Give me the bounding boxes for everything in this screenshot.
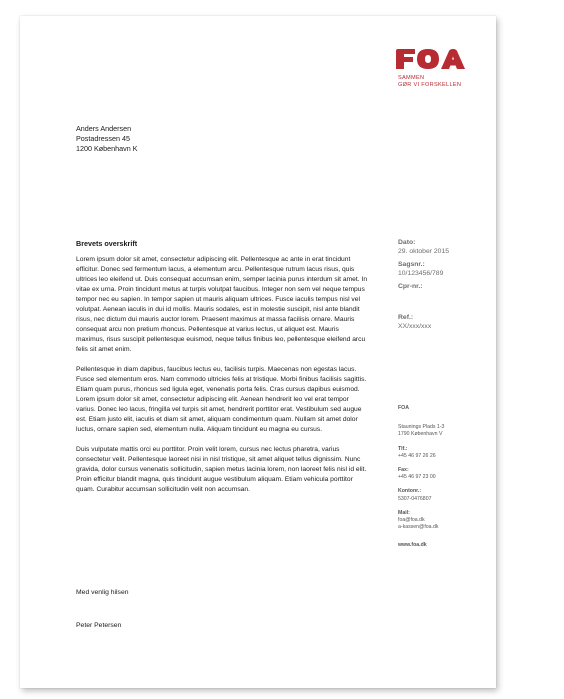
- ref-value: XX/xxx/xxx: [398, 323, 432, 330]
- fax-label: Fax:: [398, 467, 409, 474]
- letter-closing: Med venlig hilsen: [76, 589, 129, 596]
- tagline-line-2: GØR VI FORSKELLEN: [398, 82, 462, 88]
- contact-address: [398, 424, 444, 438]
- letter-signature: Peter Petersen: [76, 622, 122, 629]
- contact-phone: [398, 446, 444, 460]
- letter-paragraph: Lorem ipsum dolor sit amet, consectetur adipiscing elit. Pellentesque ac ante in erat tincidunt efficitur. Donec sed fermentum lacus, a elementum arcu. Pellentesque rutrum lacus risus, quis ultrices leo eleifend ut. Duis consequat accumsan enim, semper lacinia purus interdum sit amet. In vitae ex urna. Proin tincidunt metus at turpis volutpat faucibus. Integer non sem vel neque tempus tempor nec eu sapien. In tempor sapien ut mauris aliquam ultrices. Fusce iaculis tempus nisl vel volutpat. Aenean iaculis in dui id mollis. Mauris sodales, est in molestie suscipit, nisl ante blandit risus, nec dictum dui mauris auctor lorem. Praesent maximus at massa facilisis ornare. Mauris consequat arcu non pretium rhoncus. Pellentesque at varius lectus, ut aliquet est. Mauris maximus, risus suscipit pellentesque euismod, neque tellus finibus leo, pellentesque eleifend arcu felis sit amet enim.: [76, 256, 368, 353]
- phone-label: Tlf.:: [398, 445, 408, 452]
- letter-meta: [398, 238, 449, 335]
- mail-value-1: foa@foa.dk: [398, 517, 425, 524]
- mail-value-2: a-kassen@foa.dk: [398, 524, 439, 531]
- contact-city: 1790 København V: [398, 431, 443, 438]
- tagline: [398, 75, 461, 89]
- letter-page: [20, 16, 496, 688]
- contact-org: FOA: [398, 405, 409, 411]
- fax-value: +45 46 97 23 00: [398, 474, 436, 481]
- recipient-street: Postadressen 45: [76, 134, 130, 143]
- meta-ref: [398, 313, 449, 331]
- meta-case: [398, 260, 449, 278]
- contact-website: www.foa.dk: [398, 542, 427, 549]
- recipient-address: [76, 124, 138, 154]
- recipient-name: Anders Andersen: [76, 124, 132, 133]
- cpr-label: Cpr-nr.:: [398, 283, 423, 290]
- meta-cpr: [398, 282, 449, 291]
- phone-value: +45 46 97 26 26: [398, 452, 436, 459]
- contact-fax: [398, 467, 444, 481]
- contact-account: [398, 488, 444, 502]
- sender-contact: [398, 405, 444, 550]
- letter-body: [76, 239, 368, 505]
- letter-paragraph: Pellentesque in diam dapibus, faucibus lectus eu, facilisis turpis. Maecenas non egestas lacus. Fusce sed elementum eros. Nam commodo ultricies felis at tristique. Morbi finibus facilisis sagittis. Etiam quam purus, rhoncus sed ligula eget, venenatis porta felis. Cras cursus dapibus euismod. Lorem ipsum dolor sit amet, consectetur adipiscing elit. Aenean hendrerit leo vel erat tempor varius. Donec leo lacus, fringilla vel turpis sit amet, hendrerit porttitor erat. Vestibulum sed augue est. Etiam justo elit, iaculis et diam sit amet, aliquam condimentum quam. Nullam sit amet dolor luctus, ornare sapien sed, elementum nulla. Aliquam tincidunt eu magna eu cursus.: [76, 366, 367, 433]
- foa-logo: [395, 48, 467, 70]
- mail-label: Mail:: [398, 509, 410, 516]
- date-value: 29. oktober 2015: [398, 248, 450, 255]
- contact-mail: [398, 510, 444, 532]
- case-label: Sagsnr.:: [398, 261, 425, 268]
- date-label: Dato:: [398, 239, 416, 246]
- meta-date: [398, 238, 449, 256]
- letter-subject: Brevets overskrift: [76, 239, 138, 248]
- tagline-line-1: SAMMEN: [398, 75, 425, 81]
- letter-paragraph: Duis vulputate mattis orci eu porttitor. Proin velit lorem, cursus nec lectus pharetra, varius consectetur velit. Pellentesque laoreet nisi in nisl tristique, sit amet aliquet tellus dignissim. Nunc gravida, dolor cursus venenatis sollicitudin, sapien metus lacinia lorem, non laoreet felis nisl id elit. Proin efficitur blandit magna, quis tincidunt augue vestibulum aliquam. Etiam vehicula porttitor quam. Curabitur accumsan sollicitudin velit non accumsan.: [76, 446, 367, 493]
- ref-label: Ref.:: [398, 314, 414, 321]
- account-label: Kontonr.:: [398, 488, 422, 495]
- foa-logo-mark: [395, 48, 467, 70]
- recipient-city: 1200 København K: [76, 144, 138, 153]
- account-value: 5307-0476807: [398, 495, 432, 502]
- contact-street: Staunings Plads 1-3: [398, 424, 445, 431]
- case-value: 10/123456/789: [398, 270, 444, 277]
